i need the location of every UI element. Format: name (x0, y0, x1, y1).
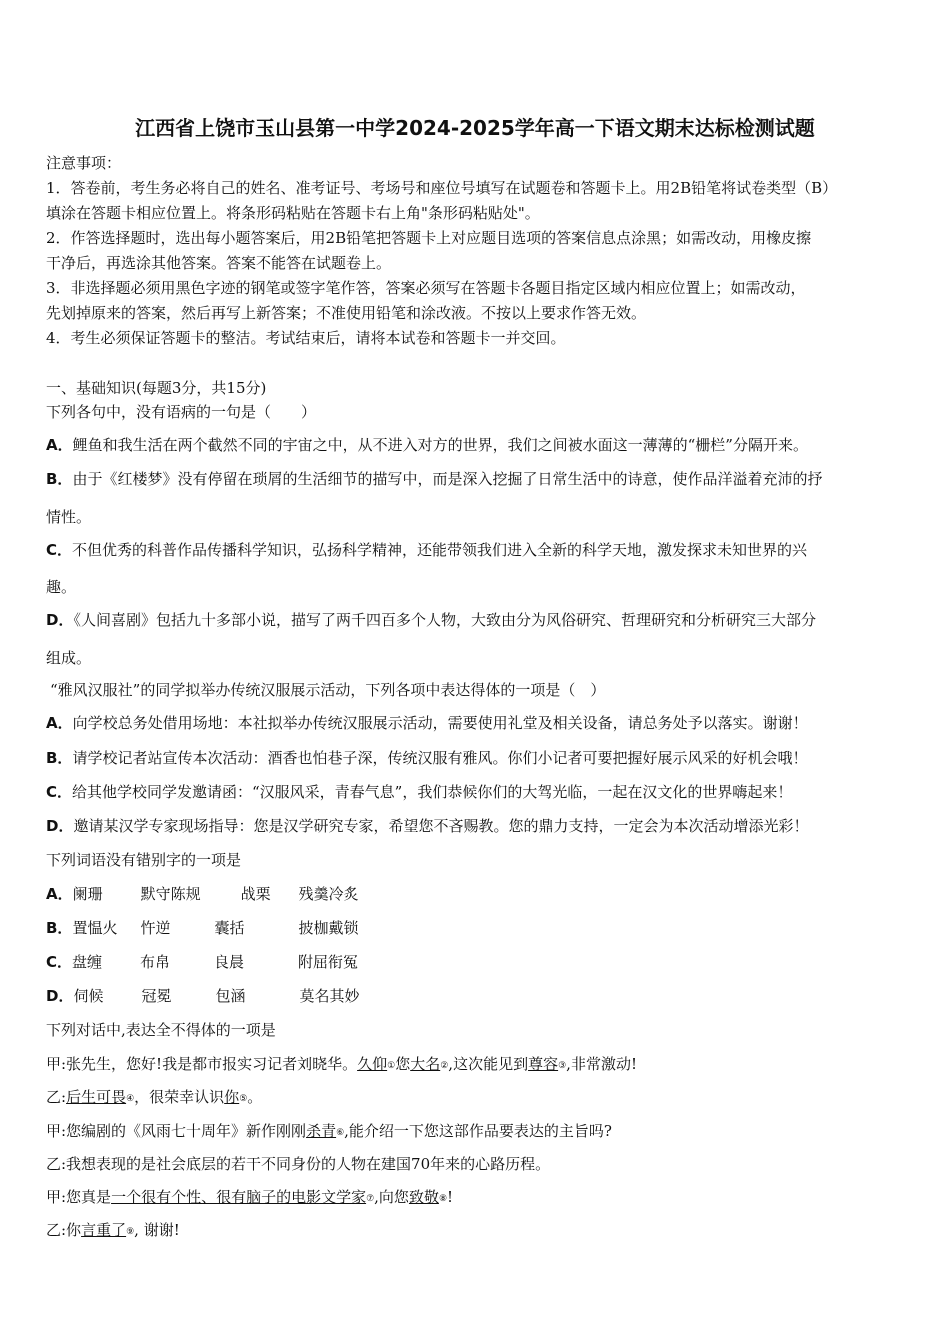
option-a: A．阑珊 默守陈规 战栗 残羹冷炙 (46, 885, 359, 903)
notice-line: 填涂在答题卡相应位置上。将条形码粘贴在答题卡右上角"条形码粘贴处"。 (46, 204, 540, 222)
option-d-cont: 组成。 (46, 649, 92, 667)
notice-line: 4．考生必须保证答题卡的整洁。考试结束后，请将本试卷和答题卡一并交回。 (46, 329, 566, 347)
dialogue-line: 乙:我想表现的是社会底层的若干不同身份的人物在建国70年来的心路历程。 (46, 1155, 551, 1173)
notice-heading: 注意事项： (46, 154, 122, 172)
option-c: C．不但优秀的科普作品传播科学知识，弘扬科学精神，还能带领我们进入全新的科学天地，激发探求未知世界的兴 (46, 541, 808, 559)
notice-line: 干净后，再选涂其他答案。答案不能答在试题卷上。 (46, 254, 392, 272)
notice-line: 先划掉原来的答案，然后再写上新答案；不准使用铅笔和涂改液。不按以上要求作答无效。 (46, 304, 647, 322)
dialogue-line: 乙:后生可畏④，很荣幸认识你⑤。 (46, 1088, 263, 1106)
dialogue-line: 甲:张先生，您好!我是都市报实习记者刘晓华。久仰①您大名②,这次能见到尊容③,非常激动! (46, 1055, 637, 1073)
exam-title: 江西省上饶市玉山县第一中学2024-2025学年高一下语文期末达标检测试题 (135, 116, 815, 140)
option-d: D．邀请某汉学专家现场指导：您是汉学研究专家，希望您不吝赐教。您的鼎力支持，一定会为本次活动增添光彩！ (46, 817, 809, 835)
dialogue-line: 甲:您真是一个很有个性、很有脑子的电影文学家⑦,向您致敬⑧! (46, 1188, 454, 1206)
option-c-cont: 趣。 (46, 578, 77, 596)
option-d: D．《人间喜剧》包括九十多部小说，描写了两千四百多个人物，大致由分为风俗研究、哲理研究和分析研究三大部分 (46, 611, 816, 629)
option-b: B．请学校记者站宣传本次活动：酒香也怕巷子深，传统汉服有雅风。你们小记者可要把握好展示风采的好机会哦！ (46, 749, 808, 767)
option-b: B．置愠火 忤逆 囊括 披枷戴锁 (46, 919, 359, 937)
question-stem: 下列词语没有错别字的一项是 (46, 851, 242, 869)
option-b: B．由于《红楼梦》没有停留在琐屑的生活细节的描写中，而是深入挖掘了日常生活中的诗意，使作品洋溢着充沛的抒 (46, 470, 823, 488)
notice-line: 3．非选择题必须用黑色字迹的钢笔或签字笔作答，答案必须写在答题卡各题目指定区域内相应位置上；如需改动， (46, 279, 806, 297)
question-stem: 下列对话中,表达全不得体的一项是 (46, 1021, 276, 1039)
option-c: C．盘缠 布帛 良晨 附屈衔冤 (46, 953, 359, 971)
dialogue-line: 甲:您编剧的《风雨七十周年》新作刚刚杀青⑥,能介绍一下您这部作品要表达的主旨吗? (46, 1122, 612, 1140)
dialogue-line: 乙:你言重了⑨, 谢谢! (46, 1221, 180, 1239)
option-c: C．给其他学校同学发邀请函：“汉服风采，青春气息”，我们恭候你们的大驾光临，一起在汉文化的世界嗨起来！ (46, 783, 793, 801)
notice-line: 1．答卷前，考生务必将自己的姓名、准考证号、考场号和座位号填写在试题卷和答题卡上。用2B铅笔将试卷类型（B） (46, 179, 838, 197)
option-b-cont: 情性。 (46, 508, 92, 526)
option-d: D．伺候 冠冕 包涵 莫名其妙 (46, 987, 360, 1005)
notice-line: 2．作答选择题时，选出每小题答案后，用2B铅笔把答题卡上对应题目选项的答案信息点涂黑；如需改动，用橡皮擦 (46, 229, 812, 247)
question-stem: 下列各句中，没有语病的一句是（ ） (46, 403, 317, 421)
option-a: A．鲤鱼和我生活在两个截然不同的宇宙之中，从不进入对方的世界，我们之间被水面这一薄薄的“栅栏”分隔开来。 (46, 436, 808, 454)
question-stem: “雅风汉服社”的同学拟举办传统汉服展示活动，下列各项中表达得体的一项是（ ） (50, 681, 606, 699)
option-a: A．向学校总务处借用场地：本社拟举办传统汉服展示活动，需要使用礼堂及相关设备，请总务处予以落实。谢谢！ (46, 714, 808, 732)
section-heading: 一、基础知识(每题3分，共15分) (46, 379, 267, 397)
